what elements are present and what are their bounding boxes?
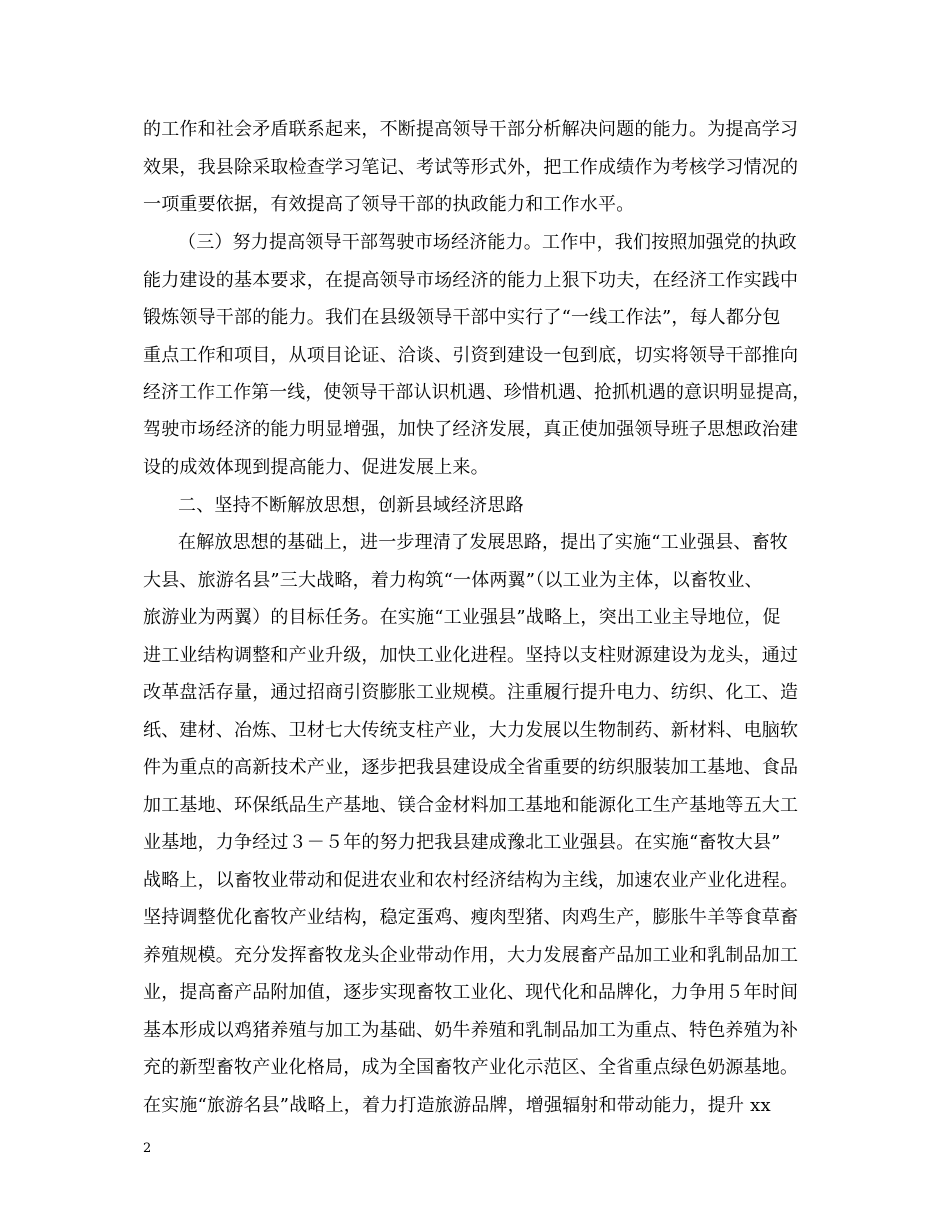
text-line: 在实施“旅游名县”战略上，着力打造旅游品牌，增强辐射和带动能力，提升 xx: [143, 1095, 771, 1116]
text-line: 旅游业为两翼）的目标任务。在实施“工业强县”战略上，突出工业主导地位，促: [143, 607, 781, 628]
text-line: 纸、建材、冶炼、卫材七大传统支柱产业，大力发展以生物制药、新材料、电脑软: [143, 720, 799, 741]
text-line: 加工基地、环保纸品生产基地、镁合金材料加工基地和能源化工生产基地等五大工: [143, 795, 799, 816]
text-line: 业，提高畜产品附加值，逐步实现畜牧工业化、现代化和品牌化，力争用５年时间: [143, 982, 799, 1003]
text-line: 基本形成以鸡猪养殖与加工为基础、奶牛养殖和乳制品加工为重点、特色养殖为补: [143, 1020, 799, 1041]
text-line: 效果，我县除采取检查学习笔记、考试等形式外，把工作成绩作为考核学习情况的: [143, 157, 799, 178]
text-line: 一项重要依据，有效提高了领导干部的执政能力和工作水平。: [143, 194, 635, 215]
text-line: 坚持调整优化畜牧产业结构，稳定蛋鸡、瘦肉型猪、肉鸡生产，膨胀牛羊等食草畜: [143, 907, 799, 928]
text-line: 充的新型畜牧产业化格局，成为全国畜牧产业化示范区、全省重点绿色奶源基地。: [143, 1057, 799, 1078]
text-line: （三）努力提高领导干部驾驶市场经济能力。工作中，我们按照加强党的执政: [178, 232, 797, 253]
text-line: 进工业结构调整和产业升级，加快工业化进程。坚持以支柱财源建设为龙头，通过: [143, 645, 799, 666]
section-heading: 二、坚持不断解放思想，创新县域经济思路: [178, 495, 524, 516]
text-line: 件为重点的高新技术产业，逐步把我县建设成全省重要的纺织服装加工基地、食品: [143, 757, 799, 778]
text-line: 能力建设的基本要求，在提高领导市场经济的能力上狠下功夫，在经济工作实践中: [143, 270, 799, 291]
text-line: 养殖规模。充分发挥畜牧龙头企业带动作用，大力发展畜产品加工业和乳制品加工: [143, 945, 799, 966]
text-line: 设的成效体现到提高能力、促进发展上来。: [143, 457, 489, 478]
page-number: 2: [143, 1141, 152, 1156]
text-line: 重点工作和项目，从项目论证、洽谈、引资到建设一包到底，切实将领导干部推向: [143, 345, 799, 366]
text-line: 驾驶市场经济的能力明显增强，加快了经济发展，真正使加强领导班子思想政治建: [143, 419, 799, 440]
text-line: 大县、旅游名县”三大战略，着力构筑“一体两翼”（以工业为主体，以畜牧业、: [143, 570, 763, 591]
text-line: 在解放思想的基础上，进一步理清了发展思路，提出了实施“工业强县、畜牧: [178, 532, 788, 553]
text-line: 经济工作工作第一线，使领导干部认识机遇、珍惜机遇、抢抓机遇的意识明显提高，: [143, 382, 811, 403]
text-line: 锻炼领导干部的能力。我们在县级领导干部中实行了“一线工作法”，每人都分包: [143, 307, 781, 328]
text-line: 改革盘活存量，通过招商引资膨胀工业规模。注重履行提升电力、纺织、化工、造: [143, 682, 799, 703]
text-line: 战略上，以畜牧业带动和促进农业和农村经济结构为主线，加速农业产业化进程。: [143, 870, 799, 891]
text-line: 的工作和社会矛盾联系起来，不断提高领导干部分析解决问题的能力。为提高学习: [143, 119, 799, 140]
text-line: 业基地，力争经过３－５年的努力把我县建成豫北工业强县。在实施“畜牧大县”: [143, 832, 781, 853]
